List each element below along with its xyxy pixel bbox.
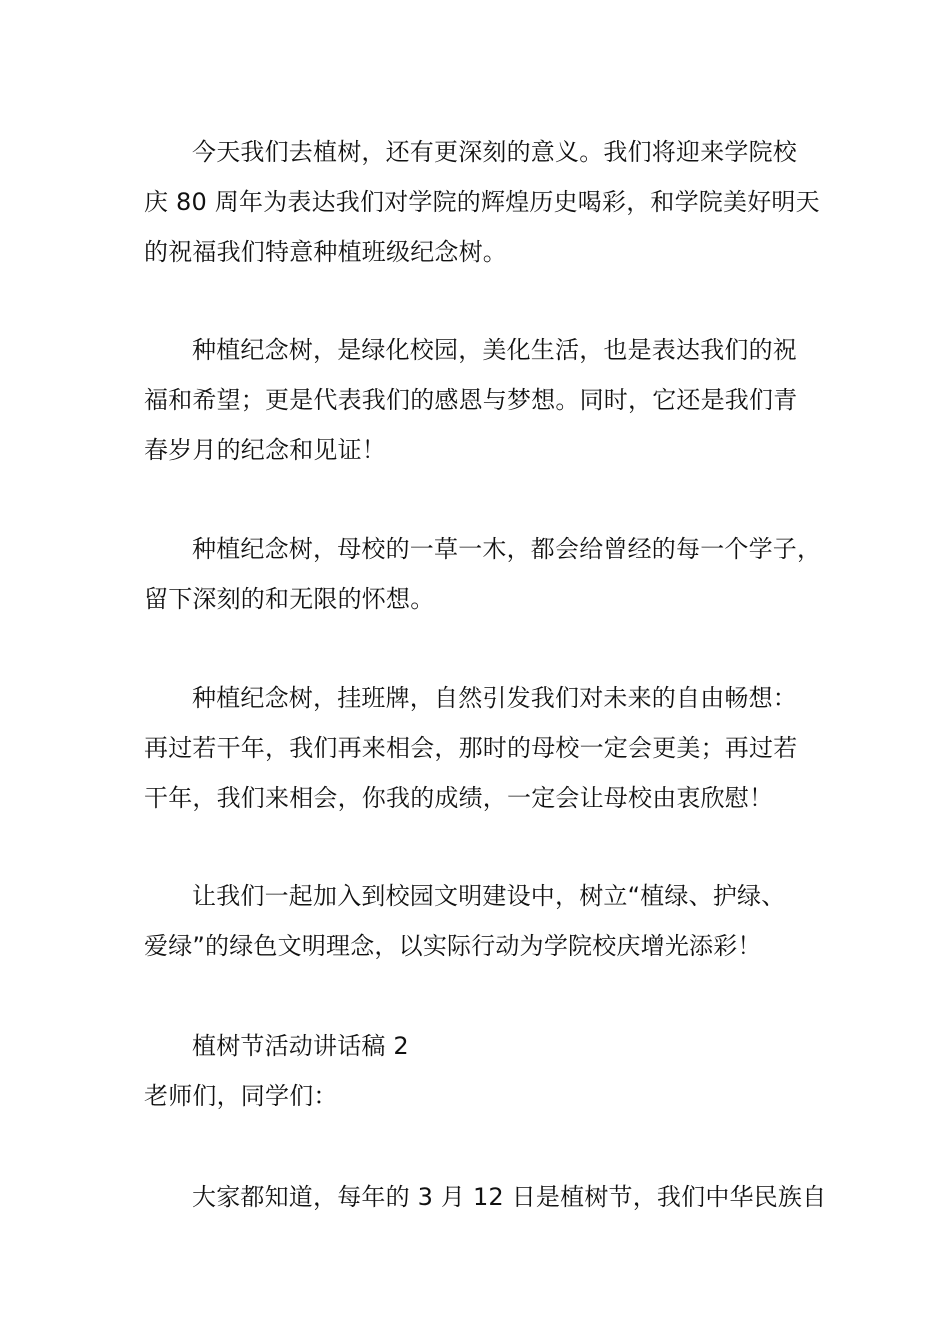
paragraph-4-line-3: 干年，我们来相会，你我的成绩，一定会让母校由衷欣慰！	[144, 784, 774, 812]
paragraph-3-line-2: 留下深刻的和无限的怀想。	[144, 585, 435, 613]
paragraph-2-line-3: 春岁月的纪念和见证！	[144, 436, 386, 464]
paragraph-1-line-2: 庆 80 周年为表达我们对学院的辉煌历史喝彩，和学院美好明天	[144, 188, 820, 216]
paragraph-3-line-1: 种植纪念树，母校的一草一木，都会给曾经的每一个学子，	[192, 535, 822, 563]
section-title: 植树节活动讲话稿 2	[192, 1032, 409, 1060]
paragraph-4-line-1: 种植纪念树，挂班牌，自然引发我们对未来的自由畅想：	[192, 684, 797, 712]
paragraph-5-line-1: 让我们一起加入到校园文明建设中，树立“植绿、护绿、	[192, 882, 786, 910]
paragraph-1-line-3: 的祝福我们特意种植班级纪念树。	[144, 238, 507, 266]
paragraph-1-line-1: 今天我们去植树，还有更深刻的意义。我们将迎来学院校	[192, 138, 797, 166]
paragraph-5-line-2: 爱绿”的绿色文明理念，以实际行动为学院校庆增光添彩！	[144, 932, 762, 960]
paragraph-4-line-2: 再过若干年，我们再来相会，那时的母校一定会更美；再过若	[144, 734, 798, 762]
paragraph-2-line-2: 福和希望；更是代表我们的感恩与梦想。同时，它还是我们青	[144, 386, 798, 414]
salutation: 老师们，同学们：	[144, 1082, 338, 1110]
paragraph-2-line-1: 种植纪念树，是绿化校园，美化生活，也是表达我们的祝	[192, 336, 797, 364]
paragraph-6-line-1: 大家都知道，每年的 3 月 12 日是植树节，我们中华民族自	[192, 1183, 827, 1211]
